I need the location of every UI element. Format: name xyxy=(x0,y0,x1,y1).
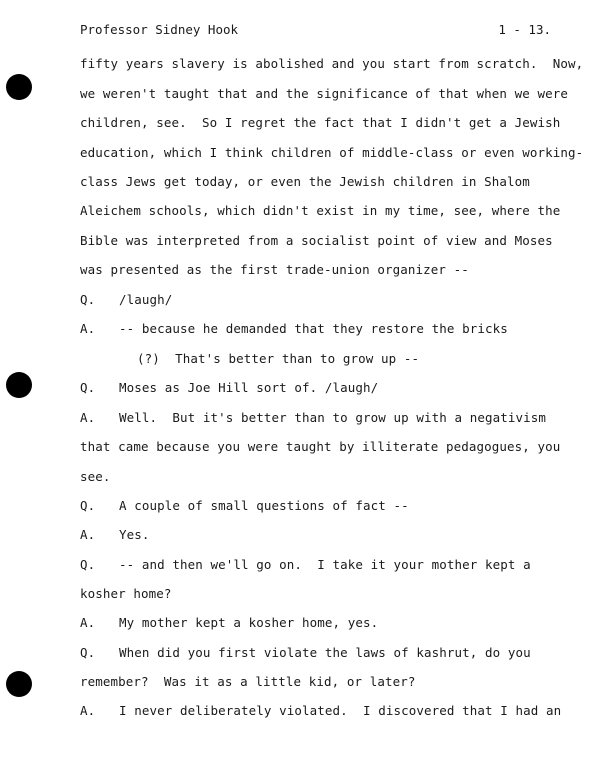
line-text: (?) That's better than to grow up -- xyxy=(137,351,420,366)
speaker-label: Q. xyxy=(80,645,96,660)
speaker-label: Q. xyxy=(80,292,96,307)
line-text: remember? Was it as a little kid, or later? xyxy=(80,674,416,689)
line-text: When did you first violate the laws of kashrut, do you xyxy=(119,645,531,660)
line-text: fifty years slavery is abolished and you start from scratch. Now, xyxy=(80,56,584,71)
transcript-line xyxy=(80,703,561,718)
header-name: Professor Sidney Hook xyxy=(80,22,239,37)
transcript-line xyxy=(80,56,583,71)
line-text: A couple of small questions of fact -- xyxy=(119,498,409,513)
speaker-label: A. xyxy=(80,527,96,542)
transcript-line xyxy=(80,557,531,572)
line-text: see. xyxy=(80,469,111,484)
transcript-line xyxy=(80,233,553,248)
speaker-label: A. xyxy=(80,410,96,425)
page-number: 1 - 13. xyxy=(498,22,551,37)
line-text: Yes. xyxy=(119,527,150,542)
line-text: we weren't taught that and the significance of that when we were xyxy=(80,86,569,101)
transcript-line xyxy=(80,615,378,630)
transcript-line xyxy=(80,321,508,336)
transcript-line xyxy=(80,145,583,160)
punch-hole xyxy=(6,671,32,697)
transcript-line xyxy=(80,380,378,395)
transcript-line xyxy=(80,439,560,454)
transcript-line xyxy=(80,586,172,601)
transcript-line xyxy=(80,410,546,425)
speaker-label: Q. xyxy=(80,557,96,572)
transcript-line xyxy=(80,203,560,218)
line-text: Bible was interpreted from a socialist point of view and Moses xyxy=(80,233,553,248)
speaker-label: Q. xyxy=(80,380,96,395)
line-text: that came because you were taught by illiterate pedagogues, you xyxy=(80,439,561,454)
line-text: was presented as the first trade-union organizer -- xyxy=(80,262,469,277)
punch-hole xyxy=(6,74,32,100)
transcript-line xyxy=(80,527,150,542)
transcript-line xyxy=(80,645,531,660)
transcript-line xyxy=(80,674,416,689)
speaker-label: Q. xyxy=(80,498,96,513)
transcript-line xyxy=(80,292,172,307)
transcript-line xyxy=(80,86,568,101)
line-text: My mother kept a kosher home, yes. xyxy=(119,615,379,630)
line-text: class Jews get today, or even the Jewish children in Shalom xyxy=(80,174,530,189)
transcript-line xyxy=(80,469,111,484)
punch-hole xyxy=(6,372,32,398)
speaker-label: A. xyxy=(80,321,96,336)
line-text: Aleichem schools, which didn't exist in my time, see, where the xyxy=(80,203,561,218)
line-text: children, see. So I regret the fact that I didn't get a Jewish xyxy=(80,115,561,130)
line-text: -- and then we'll go on. I take it your mother kept a xyxy=(119,557,531,572)
line-text: Moses as Joe Hill sort of. /laugh/ xyxy=(119,380,379,395)
transcript-line xyxy=(80,498,409,513)
speaker-label: A. xyxy=(80,703,96,718)
line-text: I never deliberately violated. I discovered that I had an xyxy=(119,703,562,718)
line-text: Well. But it's better than to grow up with a negativism xyxy=(119,410,547,425)
line-text: kosher home? xyxy=(80,586,172,601)
transcript-line xyxy=(137,351,419,366)
line-text: education, which I think children of middle-class or even working- xyxy=(80,145,584,160)
speaker-label: A. xyxy=(80,615,96,630)
transcript-line xyxy=(80,174,530,189)
transcript-line xyxy=(80,115,560,130)
line-text: /laugh/ xyxy=(119,292,173,307)
transcript-line xyxy=(80,262,469,277)
line-text: -- because he demanded that they restore the bricks xyxy=(119,321,508,336)
